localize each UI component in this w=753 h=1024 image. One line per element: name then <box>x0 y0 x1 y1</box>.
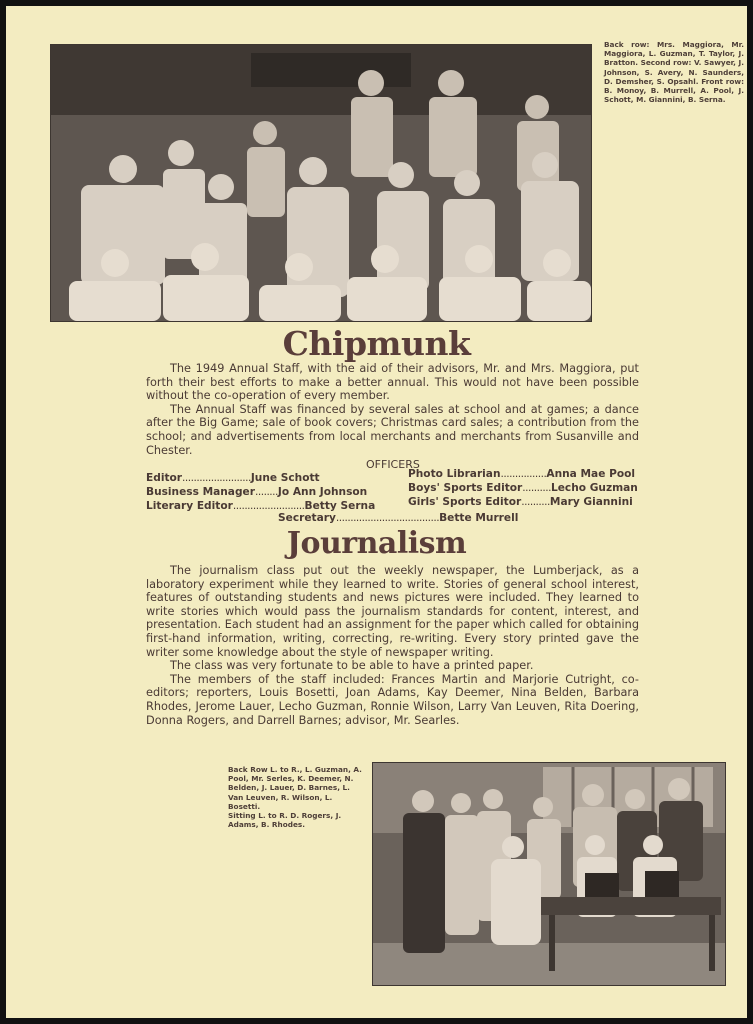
journalism-class-photo <box>372 762 726 986</box>
officer-role: Boys' Sports Editor <box>408 482 523 494</box>
journalism-body <box>146 564 639 727</box>
officer-name: Bette Murrell <box>439 512 519 524</box>
officer-dots: ......................... <box>232 500 305 512</box>
officer-role: Girls' Sports Editor <box>408 496 522 508</box>
officer-boys-sports-editor <box>408 482 638 494</box>
chipmunk-paragraph: The Annual Staff was financed by several sales at school and at games; a dance after the Big Game; sale of book covers; Christmas card sales; a contribution from the school; and advertisements from local merchants and merchants from Susanville and Chester. <box>146 402 639 457</box>
classroom-photo-icon <box>373 763 725 985</box>
group-photo-icon <box>51 45 591 321</box>
journalism-heading: Journalism <box>286 526 467 561</box>
officer-secretary <box>278 512 518 524</box>
chipmunk-heading: Chipmunk <box>282 324 471 363</box>
bottom-photo-caption <box>228 765 366 829</box>
officer-dots: ........................ <box>182 472 251 484</box>
officer-editor <box>146 472 320 484</box>
officer-name: Anna Mae Pool <box>546 468 636 480</box>
officer-role: Secretary <box>278 512 336 524</box>
caption-back-row: Back Row L. to R., L. Guzman, A. Pool, Mr. Serles, K. Deemer, N. Belden, J. Lauer, D. Barnes, L. Van Leuven, R. Wilson, L. Bosetti. <box>228 765 362 811</box>
officers-title: OFFICERS <box>366 458 420 471</box>
top-caption-text: Back row: Mrs. Maggiora, Mr. Maggiora, L. Guzman, T. Taylor, J. Bratton. Second row: V. Sawyer, J. Johnson, S. Avery, N. Saunders, D. Demsher, S. Opsahl. Front row: B. Monoy, B. Murrell, A. Pool, J. Schott, M. Giannini, B. Serna. <box>604 40 744 105</box>
chipmunk-body <box>146 362 639 457</box>
journalism-paragraph: The journalism class put out the weekly newspaper, the Lumberjack, as a laboratory experiment while they learned to write. Stories of general school interest, features of outstanding students and news pictures were included. They learned to write stories which would pass the journalism standards for content, interest, and presentation. Each student had an assignment for the paper which called for obtaining first-hand information, writing, correcting, re-writing. Every story printed gave the writer some knowledge about the style of newspaper writing. <box>146 564 639 659</box>
yearbook-page <box>6 6 747 1018</box>
journalism-paragraph: The members of the staff included: Frances Martin and Marjorie Cutright, co-editors; reporters, Louis Bosetti, Joan Adams, Kay Deemer, Nina Belden, Barbara Rhodes, Jerome Lauer, Lecho Guzman, Ronnie Wilson, Larry Van Leuven, Rita Doering, Donna Rogers, and Darrell Barnes; advisor, Mr. Searles. <box>146 672 639 727</box>
officer-role: Business Manager <box>146 486 255 498</box>
officer-girls-sports-editor <box>408 496 633 508</box>
officer-name: Betty Serna <box>304 500 376 512</box>
top-photo-caption <box>604 40 744 104</box>
officer-role: Literary Editor <box>146 500 233 512</box>
officer-name: June Schott <box>250 472 320 484</box>
officer-photo-librarian <box>408 468 635 480</box>
officer-dots: ........ <box>254 486 278 498</box>
officer-dots: .......... <box>521 496 550 508</box>
officer-dots: .................................... <box>335 512 440 524</box>
officer-name: Mary Giannini <box>549 496 633 508</box>
officer-name: Lecho Guzman <box>550 482 638 494</box>
annual-staff-photo <box>50 44 592 322</box>
officer-dots: .......... <box>522 482 551 494</box>
officer-business-manager <box>146 486 367 498</box>
officer-role: Photo Librarian <box>408 468 501 480</box>
caption-sitting: Sitting L. to R. D. Rogers, J. Adams, B. Rhodes. <box>228 811 342 830</box>
chipmunk-paragraph: The 1949 Annual Staff, with the aid of their advisors, Mr. and Mrs. Maggiora, put forth their best efforts to make a better annual. This would not have been possible without the co-operation of every member. <box>146 362 639 403</box>
officer-dots: ................ <box>500 468 547 480</box>
officer-role: Editor <box>146 472 183 484</box>
officer-name: Jo Ann Johnson <box>277 486 368 498</box>
journalism-paragraph: The class was very fortunate to be able to have a printed paper. <box>170 659 534 673</box>
officer-literary-editor <box>146 500 375 512</box>
